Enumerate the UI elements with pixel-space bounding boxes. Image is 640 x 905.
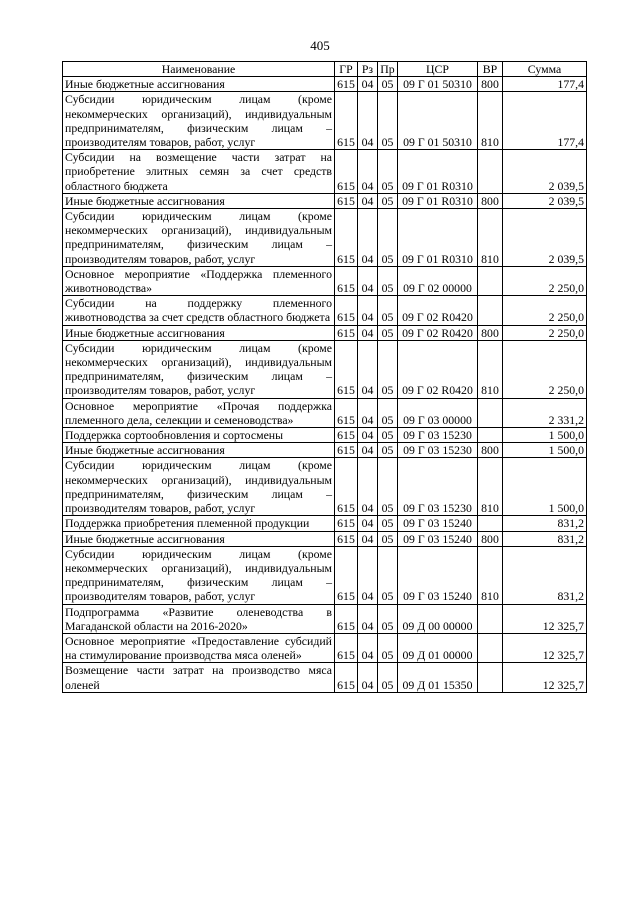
cell-sum: 1 500,0 bbox=[503, 443, 587, 458]
cell-csr: 09 Д 01 15350 bbox=[398, 663, 478, 692]
table-row bbox=[63, 458, 587, 516]
cell-pr: 05 bbox=[378, 516, 398, 531]
table-row bbox=[63, 604, 587, 633]
cell-gr: 615 bbox=[335, 266, 358, 295]
cell-sum: 1 500,0 bbox=[503, 428, 587, 443]
cell-sum: 2 250,0 bbox=[503, 325, 587, 340]
cell-csr: 09 Г 02 R0420 bbox=[398, 296, 478, 325]
cell-vr: 810 bbox=[478, 458, 503, 516]
header-rz: Рз bbox=[358, 62, 378, 77]
cell-pr: 05 bbox=[378, 398, 398, 427]
cell-pr: 05 bbox=[378, 633, 398, 662]
cell-name: Иные бюджетные ассигнования bbox=[63, 77, 335, 92]
table-row bbox=[63, 193, 587, 208]
cell-vr: 810 bbox=[478, 92, 503, 150]
cell-csr: 09 Г 01 R0310 bbox=[398, 193, 478, 208]
cell-gr: 615 bbox=[335, 663, 358, 692]
cell-csr: 09 Д 01 00000 bbox=[398, 633, 478, 662]
table-header-row bbox=[63, 62, 587, 77]
cell-rz: 04 bbox=[358, 398, 378, 427]
cell-csr: 09 Г 02 R0420 bbox=[398, 340, 478, 398]
cell-name: Иные бюджетные ассигнования bbox=[63, 193, 335, 208]
cell-csr: 09 Г 02 R0420 bbox=[398, 325, 478, 340]
budget-table bbox=[62, 61, 587, 693]
cell-sum: 831,2 bbox=[503, 531, 587, 546]
cell-csr: 09 Г 03 15240 bbox=[398, 546, 478, 604]
cell-name: Поддержка приобретения племенной продукции bbox=[63, 516, 335, 531]
cell-rz: 04 bbox=[358, 296, 378, 325]
cell-rz: 04 bbox=[358, 663, 378, 692]
header-vr: ВР bbox=[478, 62, 503, 77]
cell-rz: 04 bbox=[358, 443, 378, 458]
cell-csr: 09 Г 03 15230 bbox=[398, 443, 478, 458]
cell-rz: 04 bbox=[358, 77, 378, 92]
header-pr: Пр bbox=[378, 62, 398, 77]
cell-vr: 800 bbox=[478, 77, 503, 92]
cell-vr bbox=[478, 150, 503, 194]
cell-vr bbox=[478, 398, 503, 427]
cell-pr: 05 bbox=[378, 443, 398, 458]
cell-gr: 615 bbox=[335, 443, 358, 458]
cell-sum: 2 039,5 bbox=[503, 209, 587, 267]
cell-csr: 09 Д 00 00000 bbox=[398, 604, 478, 633]
cell-rz: 04 bbox=[358, 209, 378, 267]
cell-csr: 09 Г 01 R0310 bbox=[398, 150, 478, 194]
table-row bbox=[63, 428, 587, 443]
cell-name: Подпрограмма «Развитие оленеводства в Магаданской области на 2016-2020» bbox=[63, 604, 335, 633]
table-row bbox=[63, 443, 587, 458]
cell-vr: 800 bbox=[478, 531, 503, 546]
cell-vr: 810 bbox=[478, 340, 503, 398]
cell-pr: 05 bbox=[378, 325, 398, 340]
cell-pr: 05 bbox=[378, 92, 398, 150]
cell-rz: 04 bbox=[358, 531, 378, 546]
table-body bbox=[63, 77, 587, 693]
cell-vr: 810 bbox=[478, 209, 503, 267]
cell-name: Субсидии на возмещение части затрат на приобретение элитных семян за счет средств областного бюджета bbox=[63, 150, 335, 194]
cell-vr bbox=[478, 633, 503, 662]
cell-name: Основное мероприятие «Поддержка племенного животноводства» bbox=[63, 266, 335, 295]
cell-vr bbox=[478, 516, 503, 531]
cell-sum: 177,4 bbox=[503, 92, 587, 150]
cell-rz: 04 bbox=[358, 458, 378, 516]
cell-sum: 2 331,2 bbox=[503, 398, 587, 427]
cell-vr: 810 bbox=[478, 546, 503, 604]
cell-sum: 831,2 bbox=[503, 546, 587, 604]
cell-gr: 615 bbox=[335, 77, 358, 92]
cell-csr: 09 Г 01 50310 bbox=[398, 92, 478, 150]
cell-csr: 09 Г 03 15230 bbox=[398, 428, 478, 443]
table-row bbox=[63, 398, 587, 427]
cell-sum: 2 250,0 bbox=[503, 266, 587, 295]
header-sum: Сумма bbox=[503, 62, 587, 77]
cell-pr: 05 bbox=[378, 663, 398, 692]
header-gr: ГР bbox=[335, 62, 358, 77]
cell-pr: 05 bbox=[378, 209, 398, 267]
cell-rz: 04 bbox=[358, 546, 378, 604]
table-row bbox=[63, 296, 587, 325]
cell-pr: 05 bbox=[378, 546, 398, 604]
cell-rz: 04 bbox=[358, 340, 378, 398]
cell-gr: 615 bbox=[335, 516, 358, 531]
cell-csr: 09 Г 03 00000 bbox=[398, 398, 478, 427]
cell-rz: 04 bbox=[358, 428, 378, 443]
table-row bbox=[63, 516, 587, 531]
table-row bbox=[63, 209, 587, 267]
cell-csr: 09 Г 02 00000 bbox=[398, 266, 478, 295]
cell-pr: 05 bbox=[378, 266, 398, 295]
cell-pr: 05 bbox=[378, 458, 398, 516]
cell-pr: 05 bbox=[378, 531, 398, 546]
cell-gr: 615 bbox=[335, 633, 358, 662]
cell-vr: 800 bbox=[478, 193, 503, 208]
cell-vr bbox=[478, 604, 503, 633]
table-row bbox=[63, 531, 587, 546]
cell-sum: 2 250,0 bbox=[503, 296, 587, 325]
cell-name: Субсидии юридическим лицам (кроме некоммерческих организаций), индивидуальным предпринимателям, физическим лицам – производителям товаров, работ, услуг bbox=[63, 340, 335, 398]
table-row bbox=[63, 663, 587, 692]
cell-name: Субсидии юридическим лицам (кроме некоммерческих организаций), индивидуальным предпринимателям, физическим лицам – производителям товаров, работ, услуг bbox=[63, 92, 335, 150]
cell-pr: 05 bbox=[378, 604, 398, 633]
cell-name: Субсидии на поддержку племенного животноводства за счет средств областного бюджета bbox=[63, 296, 335, 325]
table-row bbox=[63, 633, 587, 662]
header-csr: ЦСР bbox=[398, 62, 478, 77]
cell-gr: 615 bbox=[335, 604, 358, 633]
cell-rz: 04 bbox=[358, 193, 378, 208]
table-row bbox=[63, 150, 587, 194]
cell-vr bbox=[478, 428, 503, 443]
cell-name: Иные бюджетные ассигнования bbox=[63, 325, 335, 340]
cell-vr: 800 bbox=[478, 325, 503, 340]
cell-csr: 09 Г 03 15240 bbox=[398, 531, 478, 546]
cell-name: Иные бюджетные ассигнования bbox=[63, 531, 335, 546]
cell-sum: 12 325,7 bbox=[503, 663, 587, 692]
cell-pr: 05 bbox=[378, 150, 398, 194]
cell-sum: 1 500,0 bbox=[503, 458, 587, 516]
cell-rz: 04 bbox=[358, 516, 378, 531]
cell-gr: 615 bbox=[335, 209, 358, 267]
cell-gr: 615 bbox=[335, 296, 358, 325]
cell-name: Возмещение части затрат на производство мяса оленей bbox=[63, 663, 335, 692]
cell-pr: 05 bbox=[378, 193, 398, 208]
table-row bbox=[63, 266, 587, 295]
cell-pr: 05 bbox=[378, 340, 398, 398]
cell-pr: 05 bbox=[378, 77, 398, 92]
cell-vr bbox=[478, 296, 503, 325]
cell-sum: 831,2 bbox=[503, 516, 587, 531]
cell-gr: 615 bbox=[335, 193, 358, 208]
cell-sum: 12 325,7 bbox=[503, 633, 587, 662]
cell-rz: 04 bbox=[358, 604, 378, 633]
cell-vr bbox=[478, 663, 503, 692]
table-row bbox=[63, 325, 587, 340]
cell-gr: 615 bbox=[335, 398, 358, 427]
cell-name: Основное мероприятие «Предоставление субсидий на стимулирование производства мяса оленей» bbox=[63, 633, 335, 662]
table-row bbox=[63, 340, 587, 398]
cell-name: Иные бюджетные ассигнования bbox=[63, 443, 335, 458]
cell-name: Поддержка сортообновления и сортосмены bbox=[63, 428, 335, 443]
cell-gr: 615 bbox=[335, 150, 358, 194]
table-row bbox=[63, 92, 587, 150]
cell-name: Основное мероприятие «Прочая поддержка племенного дела, селекции и семеноводства» bbox=[63, 398, 335, 427]
cell-sum: 2 250,0 bbox=[503, 340, 587, 398]
cell-csr: 09 Г 03 15240 bbox=[398, 516, 478, 531]
cell-gr: 615 bbox=[335, 325, 358, 340]
cell-rz: 04 bbox=[358, 92, 378, 150]
cell-csr: 09 Г 01 R0310 bbox=[398, 209, 478, 267]
header-name: Наименование bbox=[63, 62, 335, 77]
cell-vr: 800 bbox=[478, 443, 503, 458]
page-number: 405 bbox=[310, 38, 330, 53]
table-row bbox=[63, 77, 587, 92]
cell-sum: 12 325,7 bbox=[503, 604, 587, 633]
cell-name: Субсидии юридическим лицам (кроме некоммерческих организаций), индивидуальным предпринимателям, физическим лицам – производителям товаров, работ, услуг bbox=[63, 458, 335, 516]
cell-sum: 2 039,5 bbox=[503, 193, 587, 208]
cell-gr: 615 bbox=[335, 531, 358, 546]
cell-gr: 615 bbox=[335, 428, 358, 443]
cell-name: Субсидии юридическим лицам (кроме некоммерческих организаций), индивидуальным предпринимателям, физическим лицам – производителям товаров, работ, услуг bbox=[63, 209, 335, 267]
cell-rz: 04 bbox=[358, 633, 378, 662]
cell-sum: 177,4 bbox=[503, 77, 587, 92]
cell-gr: 615 bbox=[335, 92, 358, 150]
cell-gr: 615 bbox=[335, 458, 358, 516]
cell-csr: 09 Г 03 15230 bbox=[398, 458, 478, 516]
cell-gr: 615 bbox=[335, 546, 358, 604]
cell-name: Субсидии юридическим лицам (кроме некоммерческих организаций), индивидуальным предпринимателям, физическим лицам – производителям товаров, работ, услуг bbox=[63, 546, 335, 604]
cell-vr bbox=[478, 266, 503, 295]
cell-csr: 09 Г 01 50310 bbox=[398, 77, 478, 92]
cell-gr: 615 bbox=[335, 340, 358, 398]
cell-rz: 04 bbox=[358, 150, 378, 194]
table-row bbox=[63, 546, 587, 604]
cell-rz: 04 bbox=[358, 325, 378, 340]
cell-rz: 04 bbox=[358, 266, 378, 295]
cell-pr: 05 bbox=[378, 428, 398, 443]
cell-sum: 2 039,5 bbox=[503, 150, 587, 194]
cell-pr: 05 bbox=[378, 296, 398, 325]
